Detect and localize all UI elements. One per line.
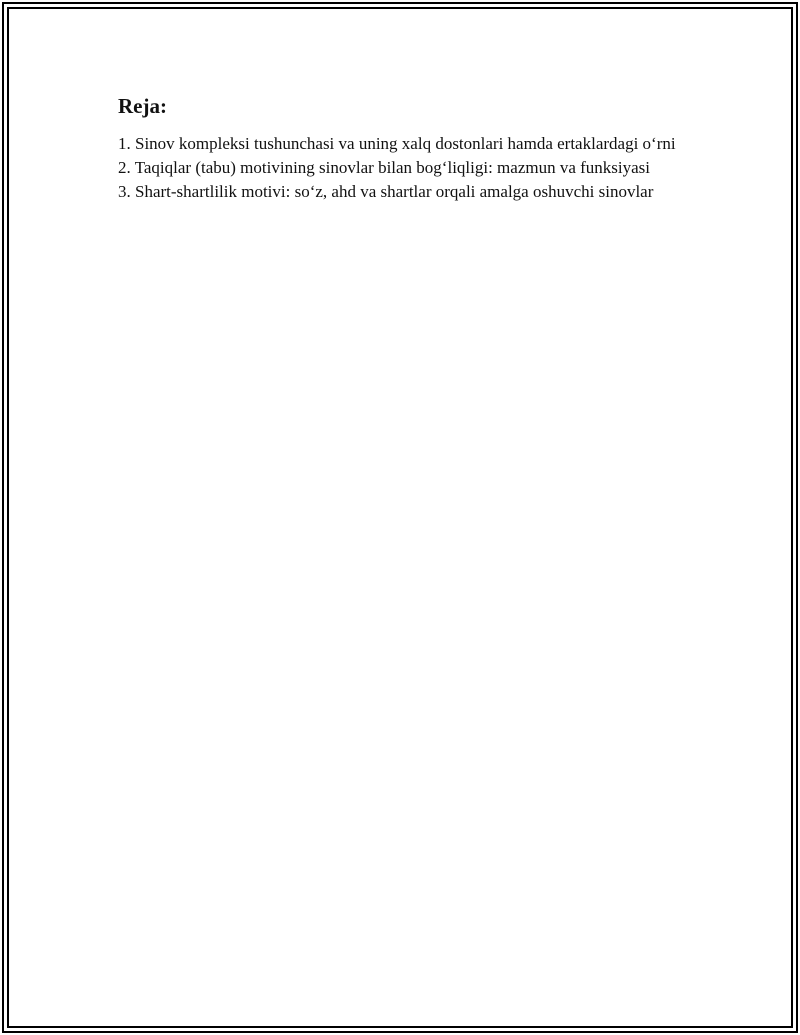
- document-content: [118, 92, 698, 204]
- plan-heading: Reja:: [118, 94, 167, 118]
- plan-list: [118, 132, 698, 204]
- plan-item: 2. Taqiqlar (tabu) motivining sinovlar bilan bog‘liqligi: mazmun va funksiyasi: [118, 158, 651, 177]
- plan-item: 3. Shart-shartlilik motivi: so‘z, ahd va shartlar orqali amalga oshuvchi sinovlar: [118, 182, 654, 201]
- plan-item: 1. Sinov kompleksi tushunchasi va uning xalq dostonlari hamda ertaklardagi o‘rni: [118, 134, 676, 153]
